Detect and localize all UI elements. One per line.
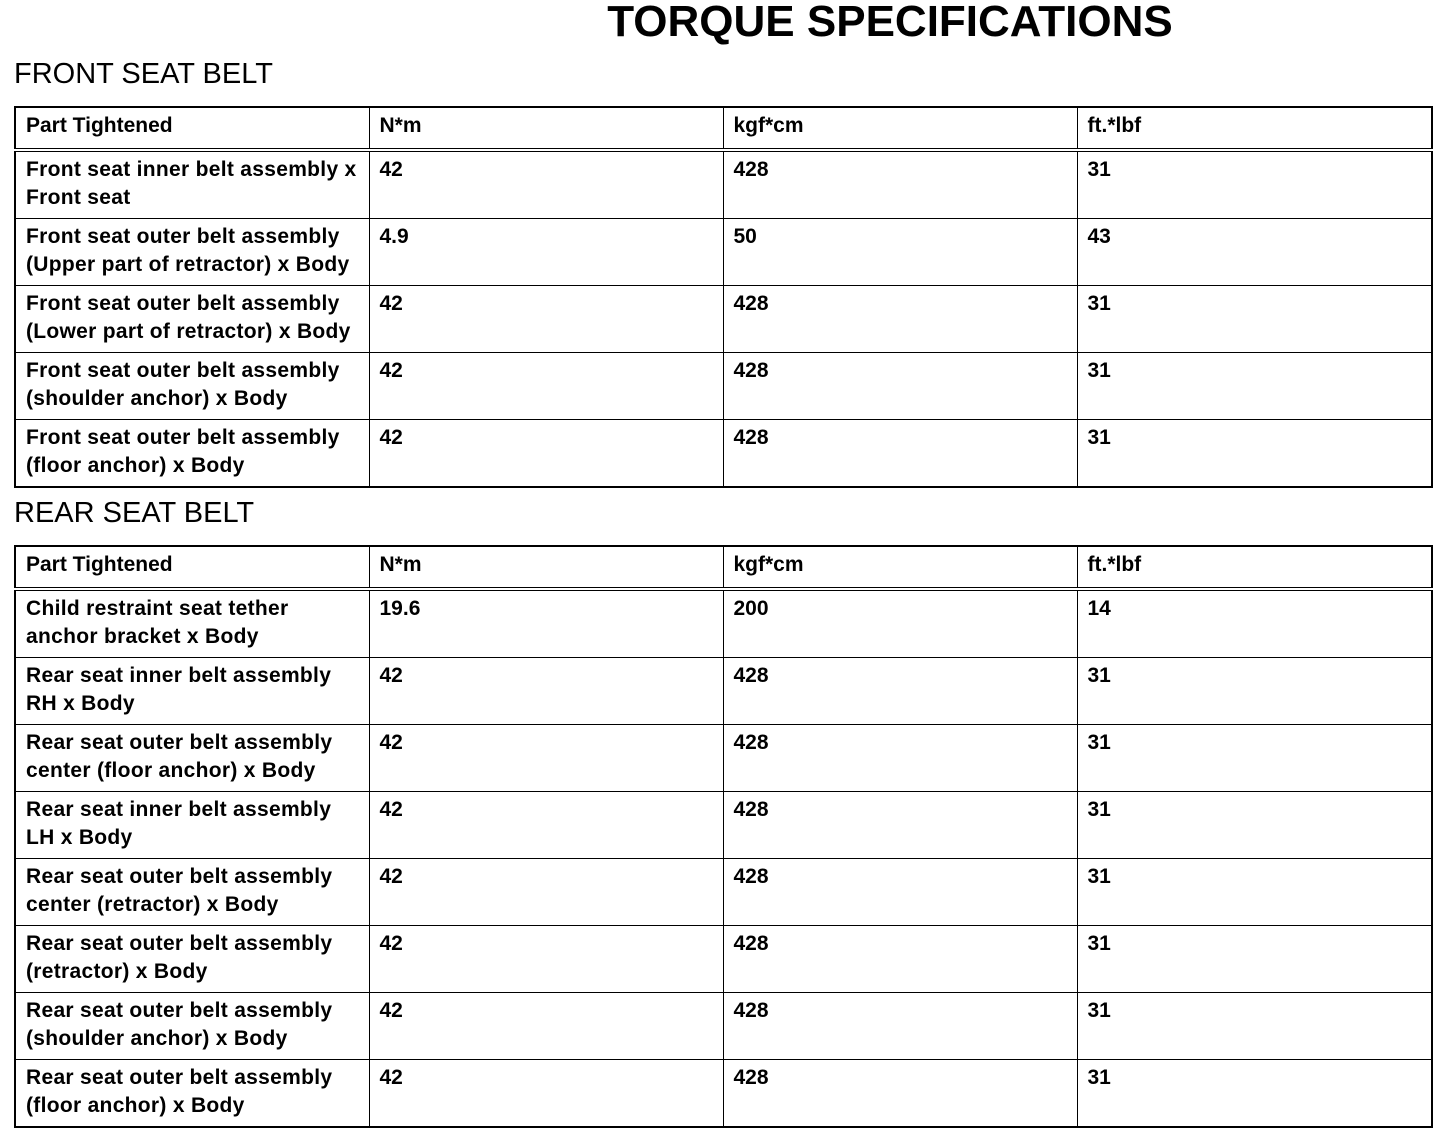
kgfcm-cell: 428 [723,353,1077,420]
column-header-nm: N*m [369,107,723,150]
front-seat-belt-table [14,106,1433,488]
kgfcm-cell: 428 [723,993,1077,1060]
table-row [15,1060,1432,1128]
kgfcm-cell: 428 [723,420,1077,488]
kgfcm-cell: 428 [723,150,1077,219]
ftlbf-cell: 31 [1077,150,1432,219]
column-header-kgfcm: kgf*cm [723,546,1077,589]
table-row [15,993,1432,1060]
table-header-row [15,107,1432,150]
ftlbf-cell: 31 [1077,286,1432,353]
kgfcm-cell: 428 [723,926,1077,993]
ftlbf-cell: 31 [1077,993,1432,1060]
nm-cell: 42 [369,926,723,993]
nm-cell: 42 [369,1060,723,1128]
kgfcm-cell: 200 [723,589,1077,658]
kgfcm-cell: 428 [723,725,1077,792]
table-row [15,353,1432,420]
ftlbf-cell: 14 [1077,589,1432,658]
nm-cell: 42 [369,353,723,420]
kgfcm-cell: 428 [723,286,1077,353]
part-cell: Front seat outer belt assembly (shoulder anchor) x Body [15,353,369,420]
nm-cell: 42 [369,792,723,859]
part-cell: Rear seat outer belt assembly center (floor anchor) x Body [15,725,369,792]
nm-cell: 42 [369,993,723,1060]
table-row [15,420,1432,488]
column-header-kgfcm: kgf*cm [723,107,1077,150]
part-cell: Front seat outer belt assembly (Lower part of retractor) x Body [15,286,369,353]
kgfcm-cell: 428 [723,792,1077,859]
table-row [15,725,1432,792]
nm-cell: 42 [369,420,723,488]
column-header-nm: N*m [369,546,723,589]
ftlbf-cell: 31 [1077,1060,1432,1128]
part-cell: Rear seat outer belt assembly center (retractor) x Body [15,859,369,926]
ftlbf-cell: 31 [1077,926,1432,993]
column-header-ftlbf: ft.*lbf [1077,546,1432,589]
kgfcm-cell: 428 [723,1060,1077,1128]
part-cell: Front seat outer belt assembly (floor anchor) x Body [15,420,369,488]
ftlbf-cell: 31 [1077,725,1432,792]
kgfcm-cell: 428 [723,658,1077,725]
nm-cell: 42 [369,286,723,353]
ftlbf-cell: 31 [1077,658,1432,725]
ftlbf-cell: 31 [1077,420,1432,488]
nm-cell: 42 [369,658,723,725]
part-cell: Rear seat outer belt assembly (retractor) x Body [15,926,369,993]
table-header-row [15,546,1432,589]
ftlbf-cell: 43 [1077,219,1432,286]
part-cell: Rear seat inner belt assembly LH x Body [15,792,369,859]
kgfcm-cell: 50 [723,219,1077,286]
table-row [15,926,1432,993]
table-row [15,859,1432,926]
nm-cell: 42 [369,150,723,219]
table-row [15,792,1432,859]
kgfcm-cell: 428 [723,859,1077,926]
part-cell: Rear seat outer belt assembly (floor anchor) x Body [15,1060,369,1128]
table-row [15,658,1432,725]
ftlbf-cell: 31 [1077,859,1432,926]
part-cell: Child restraint seat tether anchor bracket x Body [15,589,369,658]
nm-cell: 42 [369,859,723,926]
table-row [15,286,1432,353]
ftlbf-cell: 31 [1077,353,1432,420]
table-row [15,150,1432,219]
part-cell: Rear seat outer belt assembly (shoulder anchor) x Body [15,993,369,1060]
nm-cell: 19.6 [369,589,723,658]
nm-cell: 42 [369,725,723,792]
page-title: TORQUE SPECIFICATIONS [607,0,1173,46]
rear-seat-belt-heading: REAR SEAT BELT [14,497,255,529]
part-cell: Front seat inner belt assembly x Front seat [15,150,369,219]
part-cell: Front seat outer belt assembly (Upper part of retractor) x Body [15,219,369,286]
front-seat-belt-heading: FRONT SEAT BELT [14,58,273,90]
ftlbf-cell: 31 [1077,792,1432,859]
table-row [15,589,1432,658]
column-header-part: Part Tightened [15,546,369,589]
table-row [15,219,1432,286]
part-cell: Rear seat inner belt assembly RH x Body [15,658,369,725]
nm-cell: 4.9 [369,219,723,286]
rear-seat-belt-table [14,545,1433,1128]
column-header-ftlbf: ft.*lbf [1077,107,1432,150]
column-header-part: Part Tightened [15,107,369,150]
